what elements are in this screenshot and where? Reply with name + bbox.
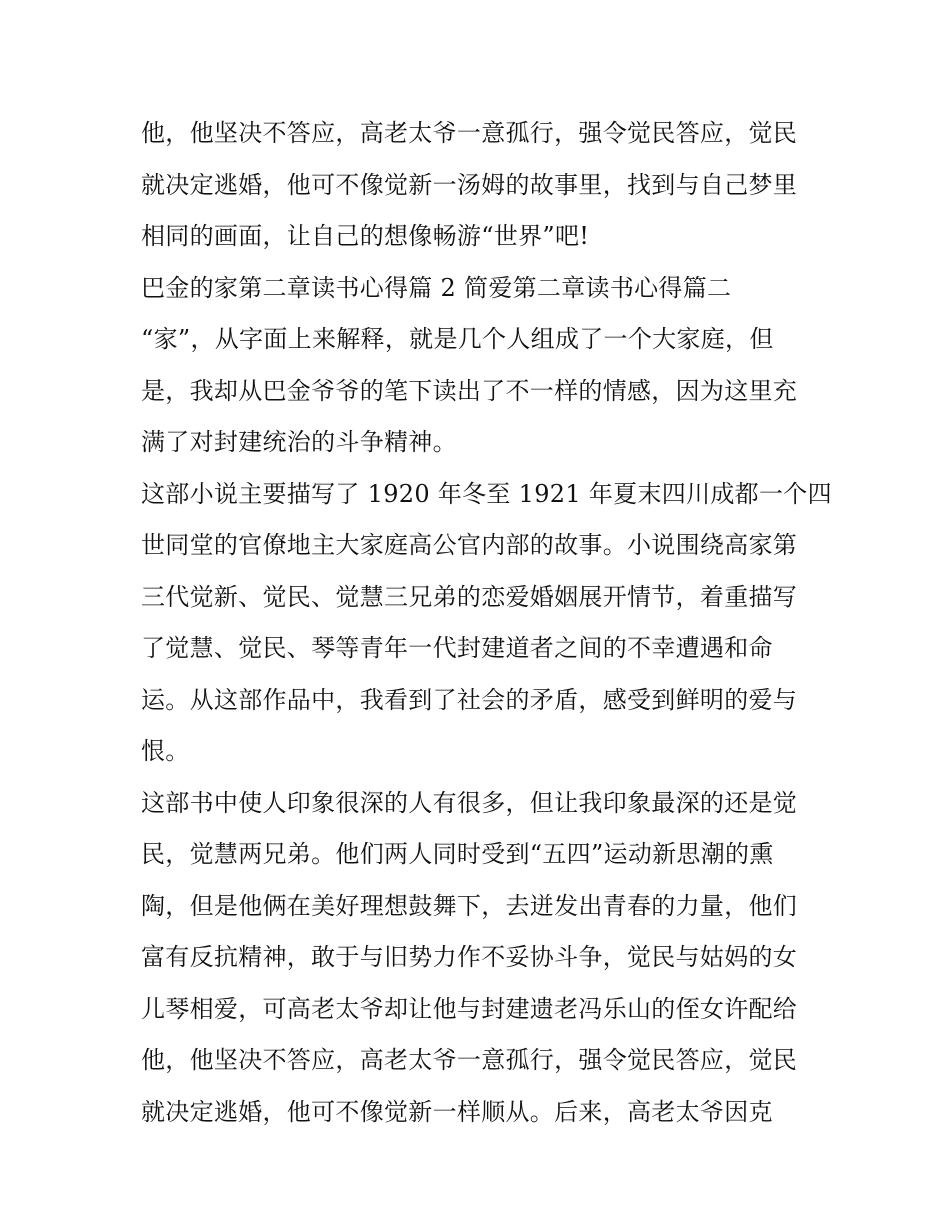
text-line: 民，觉慧两兄弟。他们两人同时受到“五四”运动新思潮的熏 (141, 840, 774, 868)
text-line: 他，他坚决不答应，高老太爷一意孤行，强令觉民答应，觉民 (141, 1046, 798, 1074)
text-line: 就决定逃婚，他可不像觉新一汤姆的故事里，找到与自己梦里 (141, 170, 798, 199)
text-line: 就决定逃婚，他可不像觉新一样顺从。后来，高老太爷因克 (141, 1097, 773, 1126)
text-line: 富有反抗精神，敢于与旧势力作不妥协斗争，觉民与姑妈的女 (141, 943, 798, 971)
text-line: 这部书中使人印象很深的人有很多，但让我印象最深的还是觉 (141, 788, 798, 817)
text-line: 了觉慧、觉民、琴等青年一代封建道者之间的不幸遭遇和命 (141, 634, 773, 662)
section-heading: 巴金的家第二章读书心得篇 2 简爱第二章读书心得篇二 (141, 273, 732, 302)
text-line: 他，他坚决不答应，高老太爷一意孤行，强令觉民答应，觉民 (141, 119, 798, 147)
text-line: 世同堂的官僚地主大家庭高公官内部的故事。小说围绕高家第 (141, 531, 798, 559)
text-line: “家”，从字面上来解释，就是几个人组成了一个大家庭，但 (141, 325, 774, 353)
text-line: 儿琴相爱，可高老太爷却让他与封建遗老冯乐山的侄女许配给 (141, 994, 798, 1023)
text-line: 这部小说主要描写了 1920 年冬至 1921 年夏末四川成都一个四 (141, 479, 832, 508)
text-line: 是，我却从巴金爷爷的笔下读出了不一样的情感，因为这里充 (141, 376, 798, 405)
text-line: 陶，但是他俩在美好理想鼓舞下，去迸发出青春的力量，他们 (141, 891, 798, 920)
text-line: 满了对封建统治的斗争精神。 (141, 428, 457, 456)
document-body (141, 108, 832, 1138)
text-line: 三代觉新、觉民、觉慧三兄弟的恋爱婚姻展开情节，着重描写 (141, 582, 798, 611)
text-line: 运。从这部作品中，我看到了社会的矛盾，感受到鲜明的爱与 (141, 685, 798, 714)
text-line: 恨。 (141, 737, 190, 765)
text-line: 相同的画面，让自己的想像畅游“世界”吧! (141, 222, 590, 250)
